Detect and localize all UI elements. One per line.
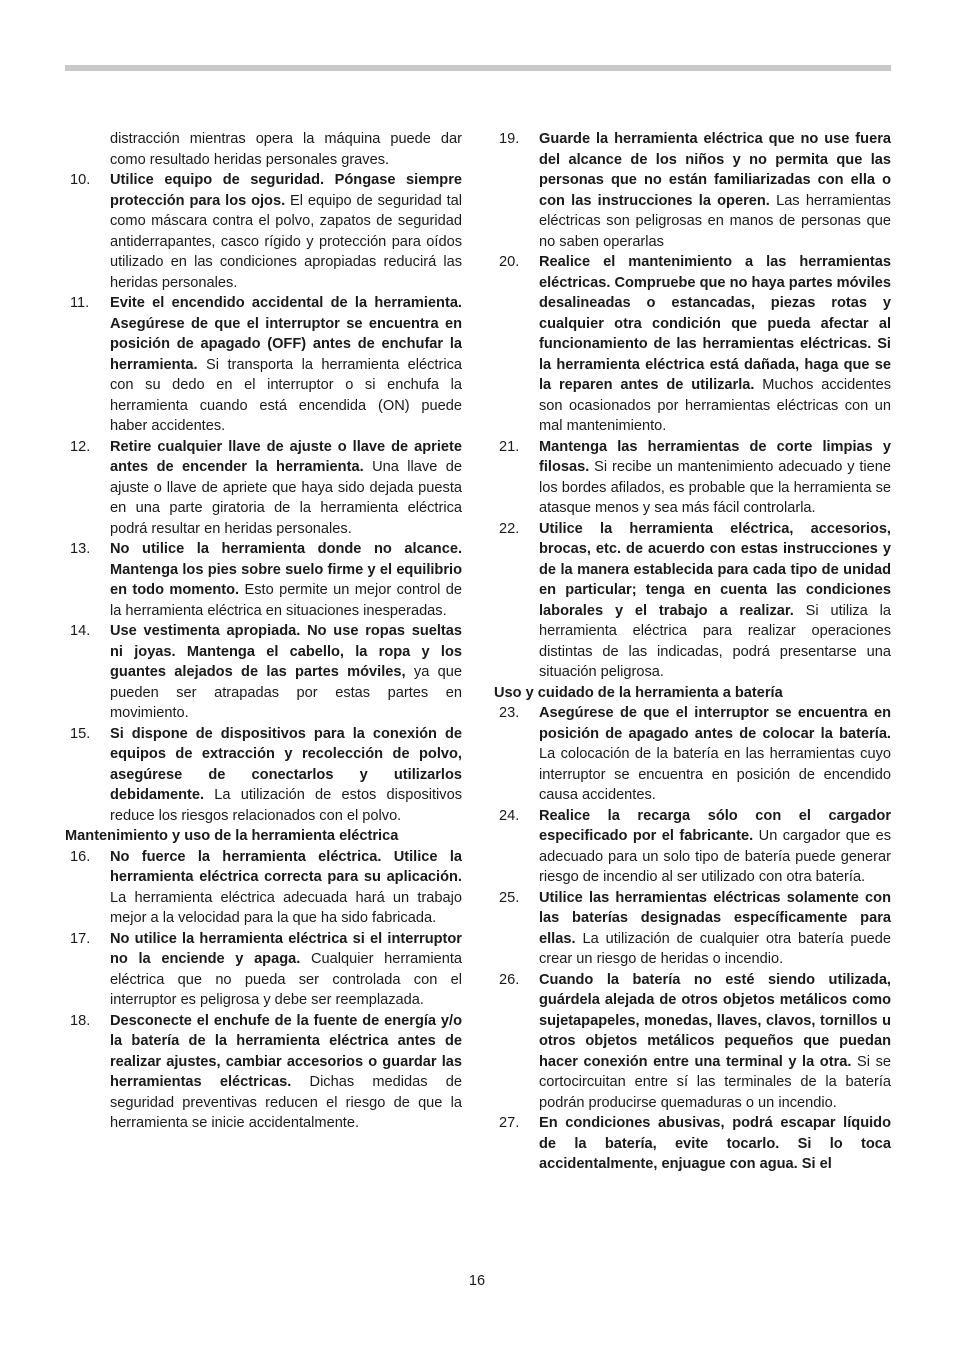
item-instruction: Utilice la herramienta eléctrica, accesorios, brocas, etc. de acuerdo con estas instrucciones y de la manera establecida para cada tipo de unidad en particular; tenga en cuenta las condiciones laborales y el trabajo a realizar. [539, 520, 891, 619]
page-number: 16 [468, 1273, 486, 1289]
item-number: 18. [70, 1012, 91, 1029]
item-number: 12. [70, 438, 91, 455]
item-number: 20. [499, 254, 520, 270]
list-item [65, 170, 462, 293]
item-number: 25. [499, 889, 520, 906]
item-instruction: No fuerce la herramienta eléctrica. Utilice la herramienta eléctrica correcta para su aplicación. [110, 848, 462, 885]
item-instruction: Si dispone de dispositivos para la conexión de equipos de extracción y recolección de polvo, asegúrese de conectarlos y utilizarlos debidamente. [110, 725, 462, 803]
item-instruction: No utilice la herramienta eléctrica si el interruptor no la enciende y apaga. [110, 930, 462, 967]
item-explanation: La colocación de la batería en las herramientas cuyo interruptor se encuentra en posición de encendido causa accidentes. [539, 746, 891, 803]
item-number: 10. [70, 172, 91, 188]
list-items-maintenance [65, 847, 462, 1134]
item-instruction: No utilice la herramienta donde no alcance. Mantenga los pies sobre suelo firme y el equilibrio en todo momento. [110, 541, 462, 598]
list-item [65, 539, 462, 621]
item-explanation: Si utiliza la herramienta eléctrica para realizar operaciones distintas de las indicadas, podrá presentarse una situación peligrosa. [539, 602, 892, 680]
item-explanation: Si transporta la herramienta eléctrica con su dedo en el interruptor o si enchufa la herramienta cuando está encendida (ON) puede haber accidentes. [110, 356, 462, 434]
header-rule [65, 65, 891, 71]
item-number: 27. [499, 1115, 520, 1131]
item-instruction: En condiciones abusivas, podrá escapar líquido de la batería, evite tocarlo. Si lo toca accidentalmente, enjuague con agua. Si el [539, 1115, 891, 1172]
list-item [494, 970, 891, 1114]
list-item [494, 437, 891, 519]
item-explanation: Dichas medidas de seguridad preventivas reducen el riesgo de que la herramienta se inicie accidentalmente. [110, 1074, 462, 1131]
item-explanation: La utilización de cualquier otra batería puede crear un riesgo de heridas o incendio. [539, 930, 891, 967]
item-explanation: Una llave de ajuste o llave de apriete que haya sido dejada puesta en una parte giratoria de la herramienta eléctrica podrá resultar en heridas personales. [110, 459, 462, 537]
item-instruction: Guarde la herramienta eléctrica que no use fuera del alcance de los niños y no permita que las personas que no están familiarizadas con ella o con las instrucciones la operen. [539, 131, 891, 209]
list-item [494, 129, 891, 252]
item-explanation: Muchos accidentes son ocasionados por herramientas eléctricas con un mal mantenimiento. [539, 377, 891, 434]
list-items-battery [494, 703, 891, 1175]
item-explanation: Esto permite un mejor control de la herramienta eléctrica en situaciones inesperadas. [110, 582, 462, 619]
section-heading-maintenance: Mantenimiento y uso de la herramienta eléctrica [65, 828, 399, 844]
list-item [65, 1011, 462, 1134]
item-explanation: Si recibe un mantenimiento adecuado y tiene los bordes afilados, es probable que la herramienta se atasque menos y sea más fácil controlarla. [539, 459, 891, 516]
section-heading-battery: Uso y cuidado de la herramienta a batería [494, 684, 783, 701]
item-number: 11. [70, 295, 90, 311]
item-number: 22. [499, 520, 520, 537]
item-number: 15. [70, 725, 91, 742]
item-instruction: Mantenga las herramientas de corte limpias y filosas. [539, 438, 891, 475]
item-number: 21. [499, 438, 520, 455]
item-number: 23. [499, 705, 520, 721]
list-item [494, 806, 891, 888]
item-instruction: Retire cualquier llave de ajuste o llave de apriete antes de encender la herramienta. [110, 438, 462, 475]
list-item [65, 437, 462, 540]
continued-paragraph: distracción mientras opera la máquina puede dar como resultado heridas personales graves. [110, 131, 462, 168]
list-item [494, 703, 891, 806]
list-item [65, 847, 462, 929]
item-explanation: Cualquier herramienta eléctrica que no pueda ser controlada con el interruptor es peligrosa y debe ser reemplazada. [110, 951, 462, 1008]
list-item [494, 888, 891, 970]
item-instruction: Realice la recarga sólo con el cargador especificado por el fabricante. [539, 807, 891, 844]
list-item [65, 621, 462, 724]
item-explanation: Si se cortocircuitan entre sí las terminales de la batería podrán producirse quemaduras o un incendio. [539, 1053, 892, 1111]
item-instruction: Utilice las herramientas eléctricas solamente con las baterías designadas específicamente para ellas. [539, 889, 891, 947]
item-number: 13. [70, 541, 91, 557]
left-column [65, 129, 462, 1134]
right-column [494, 129, 891, 1175]
list-item [494, 519, 891, 683]
item-number: 14. [70, 623, 91, 639]
item-instruction: Evite el encendido accidental de la herramienta. Asegúrese de que el interruptor se encuentra en posición de apagado (OFF) antes de enchufar la herramienta. [110, 295, 462, 373]
item-instruction: Desconecte el enchufe de la fuente de energía y/o la batería de la herramienta eléctrica antes de realizar ajustes, cambiar accesorios o guardar las herramientas eléctricas. [110, 1012, 462, 1090]
item-number: 17. [70, 930, 91, 947]
item-number: 19. [499, 131, 520, 147]
item-explanation: Un cargador que es adecuado para un solo tipo de batería puede generar riesgo de incendio al ser utilizado con otra batería. [539, 828, 891, 885]
item-explanation: Las herramientas eléctricas son peligrosas en manos de personas que no saben operarlas [539, 192, 891, 250]
list-item [65, 724, 462, 827]
list-items-maintenance-continued [494, 129, 891, 683]
item-explanation: ya que pueden ser atrapadas por estas partes en movimiento. [110, 664, 462, 721]
item-instruction: Use vestimenta apropiada. No use ropas sueltas ni joyas. Mantenga el cabello, la ropa y los guantes alejados de las partes móviles, [110, 623, 462, 680]
item-explanation: El equipo de seguridad tal como máscara contra el polvo, zapatos de seguridad antiderrapantes, casco rígido y protección para oídos utilizado en las condiciones apropiadas reducirá las heridas personales. [110, 192, 462, 291]
item-number: 16. [70, 848, 91, 865]
item-instruction: Asegúrese de que el interruptor se encuentra en posición de apagado antes de colocar la batería. [539, 705, 891, 742]
item-number: 26. [499, 971, 520, 988]
item-number: 24. [499, 807, 520, 824]
list-item [65, 929, 462, 1011]
list-item [494, 252, 891, 437]
item-instruction: Realice el mantenimiento a las herramientas eléctricas. Compruebe que no haya partes móviles desalineadas o estancadas, piezas rotas y cualquier otra condición que pueda afectar al funcionamiento de las herramientas eléctricas. Si la herramienta eléctrica está dañada, haga que se la reparen antes de utilizarla. [539, 254, 892, 393]
item-explanation: La utilización de estos dispositivos reduce los riesgos relacionados con el polvo. [110, 787, 462, 824]
item-explanation: La herramienta eléctrica adecuada hará un trabajo mejor a la velocidad para la que ha sido fabricada. [110, 889, 462, 926]
list-item [65, 293, 462, 437]
list-items-general-safety [65, 170, 462, 826]
item-instruction: Cuando la batería no esté siendo utilizada, guárdela alejada de otros objetos metálicos como sujetapapeles, monedas, llaves, clavos, tornillos u otros objetos metálicos pequeños que puedan hacer conexión entre una terminal y la otra. [539, 971, 891, 1070]
item-instruction: Utilice equipo de seguridad. Póngase siempre protección para los ojos. [110, 172, 462, 209]
list-item [494, 1113, 891, 1175]
